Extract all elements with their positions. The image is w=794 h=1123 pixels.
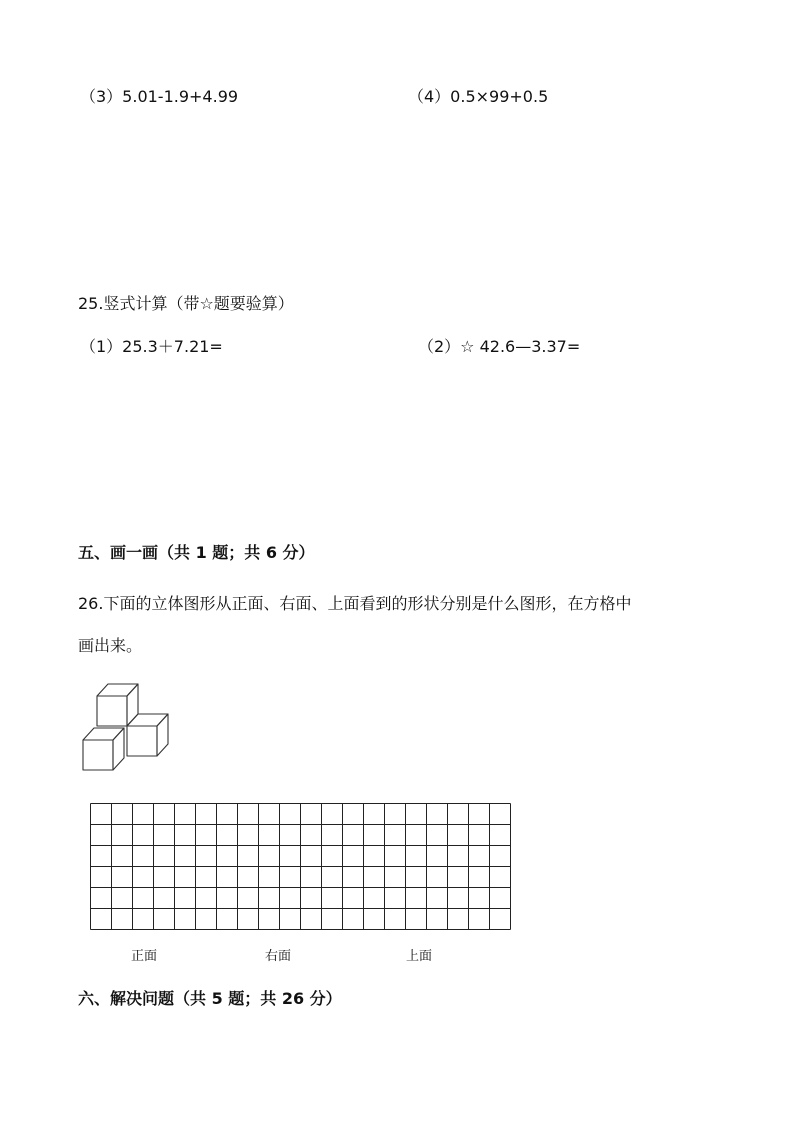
cube-right-front — [127, 726, 157, 756]
cube-front-left-right — [113, 728, 124, 770]
question-26-line-1: 26.下面的立体图形从正面、右面、上面看到的形状分别是什么图形，在方格中 — [78, 594, 632, 613]
grid-label-front: 正面 — [131, 949, 158, 964]
solid-figure — [78, 676, 178, 776]
cube-right-right — [157, 714, 168, 756]
drawing-grid — [90, 803, 512, 944]
question-26-line-2: 画出来。 — [78, 636, 143, 655]
section-6-title: 六、解决问题（共 5 题；共 26 分） — [78, 989, 342, 1008]
grid-label-top: 上面 — [406, 949, 433, 964]
section-5-title: 五、画一画（共 1 题；共 6 分） — [78, 543, 315, 562]
cube-front-left-front — [83, 740, 113, 770]
question-25-part-2: （2）☆ 42.6—3.37= — [418, 337, 581, 356]
cube-top-front — [97, 696, 127, 726]
problem-4: （4）0.5×99+0.5 — [408, 87, 549, 106]
question-25-title: 25.竖式计算（带☆题要验算） — [78, 294, 294, 313]
grid-label-right: 右面 — [265, 949, 292, 964]
question-25-part-1: （1）25.3＋7.21= — [80, 337, 223, 356]
problem-3: （3）5.01-1.9+4.99 — [80, 87, 239, 106]
